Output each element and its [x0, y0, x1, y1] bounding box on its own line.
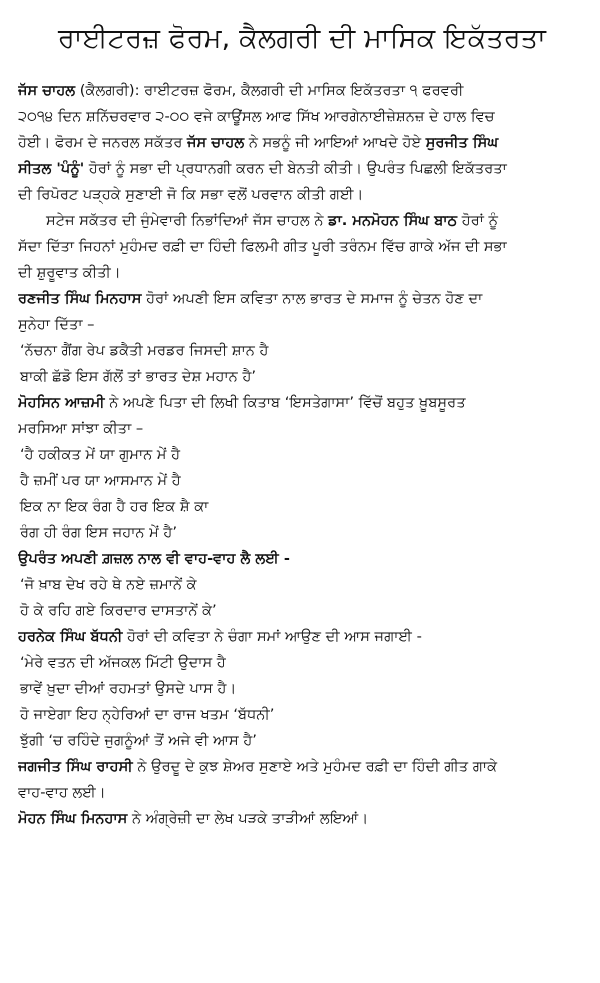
line-text: ਵਾਹ-ਵਾਹ ਲਈ। — [18, 784, 106, 801]
line-text: ਨੇ ਅਪਣੇ ਪਿਤਾ ਦੀ ਲਿਖੀ ਕਿਤਾਬ ‘ਇਸਤੇਗਾਸਾ’ ਵਿੱਚੋਂ ਬਹੁਤ ਖ਼ੂਬਸੂਰਤ — [104, 394, 466, 411]
verse-line — [18, 598, 586, 624]
verse-line — [18, 650, 586, 676]
line-text: ਇਕ ਨਾ ਇਕ ਰੰਗ ਹੈ ਹਰ ਇਕ ਸ਼ੈ ਕਾ — [20, 498, 209, 515]
line-text: ਸੱਦਾ ਦਿੱਤਾ ਜਿਹਨਾਂ ਮੁਹੰਮਦ ਰਫ਼ੀ ਦਾ ਹਿੰਦੀ ਫਿਲਮੀ ਗੀਤ ਪੂਰੀ ਤਰੰਨਮ ਵਿੱਚ ਗਾਕੇ ਅੱਜ ਦੀ ਸਭਾ — [18, 238, 507, 255]
text-line — [18, 104, 586, 130]
verse-line — [18, 702, 586, 728]
bold-name: ਸੀਤਲ 'ਪੰਨੂੰ' — [18, 160, 85, 177]
line-text: (ਕੈਲਗਰੀ): ਰਾਈਟਰਜ਼ ਫੋਰਮ, ਕੈਲਗਰੀ ਦੀ ਮਾਸਿਕ ਇਕੱਤਰਤਾ ੧ ਫਰਵਰੀ — [75, 82, 464, 99]
verse-line — [18, 468, 586, 494]
line-text: ਬਾਕੀ ਛੱਡੋ ਇਸ ਗੱਲੋਂ ਤਾਂ ਭਾਰਤ ਦੇਸ਼ ਮਹਾਨ ਹੈ’ — [20, 368, 257, 385]
bold-name: ਹਰਨੇਕ ਸਿੰਘ ਬੱਧਨੀ — [18, 628, 123, 645]
verse-line — [18, 728, 586, 754]
line-text: ਹੋਰਾਂ ਅਪਣੀ ਇਸ ਕਵਿਤਾ ਨਾਲ ਭਾਰਤ ਦੇ ਸਮਾਜ ਨੂੰ ਚੇਤਨ ਹੋਣ ਦਾ — [141, 290, 483, 307]
line-text: ਨੇ ਸਭਨੂੰ ਜੀ ਆਇਆਂ ਆਖਦੇ ਹੋਏ — [244, 134, 426, 151]
text-line — [18, 130, 586, 156]
line-text: ਹੋ ਕੇ ਰਹਿ ਗਏ ਕਿਰਦਾਰ ਦਾਸਤਾਨੇਂ ਕੇ’ — [20, 602, 217, 619]
article-title: ਰਾਈਟਰਜ਼ ਫੋਰਮ, ਕੈਲਗਰੀ ਦੀ ਮਾਸਿਕ ਇਕੱਤਰਤਾ — [57, 23, 546, 54]
bold-name: ਜੱਸ ਚਾਹਲ — [18, 82, 76, 99]
line-text: ‘ਹੈ ਹਕੀਕਤ ਮੇਂ ਯਾ ਗੁਮਾਨ ਮੇਂ ਹੈ — [20, 446, 181, 463]
bold-name: ਸੁਰਜੀਤ ਸਿੰਘ — [425, 134, 499, 151]
line-text: ‘ਮੇਰੇ ਵਤਨ ਦੀ ਅੱਜਕਲ ਮਿੱਟੀ ਉਦਾਸ ਹੈ — [20, 654, 226, 671]
line-text: ਸੁਨੇਹਾ ਦਿੱਤਾ – — [18, 316, 95, 333]
text-line — [18, 312, 586, 338]
line-text: ਮਰਸਿਆ ਸਾਂਝਾ ਕੀਤਾ – — [18, 420, 144, 437]
text-line — [18, 234, 586, 260]
verse-line — [18, 494, 586, 520]
line-text: ੨੦੧੪ ਦਿਨ ਸ਼ਨਿੱਚਰਵਾਰ ੨-੦੦ ਵਜੇ ਕਾਊਂਸਲ ਆਫ ਸਿੱਖ ਆਰਗੇਨਾਈਜ਼ੇਸ਼ਨਜ਼ ਦੇ ਹਾਲ ਵਿਚ — [18, 108, 495, 125]
line-text: ਝੁੱਗੀ ‘ਚ ਰਹਿੰਦੇ ਜੁਗਨੂੰਆਂ ਤੋਂ ਅਜੇ ਵੀ ਆਸ ਹੈ’ — [20, 732, 257, 749]
verse-line — [18, 442, 586, 468]
bold-name: ਜਗਜੀਤ ਸਿੰਘ ਰਾਹਸੀ — [18, 758, 133, 775]
text-line — [18, 754, 586, 780]
line-text: ਦੀ ਰਿਪੋਰਟ ਪੜ੍ਹਕੇ ਸੁਣਾਈ ਜੋ ਕਿ ਸਭਾ ਵਲੋਂ ਪਰਵਾਨ ਕੀਤੀ ਗਈ। — [18, 186, 364, 203]
text-line — [18, 182, 586, 208]
bold-name: ਡਾ. ਮਨਮੋਹਨ ਸਿੰਘ ਬਾਠ — [328, 212, 458, 229]
text-line — [18, 286, 586, 312]
line-text: ਹੋਰਾਂ ਨੂੰ ਸਭਾ ਦੀ ਪ੍ਰਧਾਨਗੀ ਕਰਨ ਦੀ ਬੇਨਤੀ ਕੀਤੀ। ਉਪਰੰਤ ਪਿਛਲੀ ਇਕੱਤਰਤਾ — [84, 160, 507, 177]
line-text: ਹੋ ਜਾਏਗਾ ਇਹ ਨ੍ਹੇਰਿਆਂ ਦਾ ਰਾਜ ਖਤਮ ‘ਬੱਧਨੀ’ — [20, 706, 275, 723]
text-line — [18, 390, 586, 416]
text-line — [18, 78, 586, 104]
line-text: ਹੋਰਾਂ ਦੀ ਕਵਿਤਾ ਨੇ ਚੰਗਾ ਸਮਾਂ ਆਉਣ ਦੀ ਆਸ ਜਗਾਈ - — [122, 628, 422, 645]
line-text: ‘ਨੱਚਨਾ ਗੈਂਗ ਰੇਪ ਡਕੈਤੀ ਮਰਡਰ ਜਿਸਦੀ ਸ਼ਾਨ ਹੈ — [20, 342, 269, 359]
line-text: ਨੇ ਉਰਦੂ ਦੇ ਕੁਝ ਸ਼ੇਅਰ ਸੁਣਾਏ ਅਤੇ ਮੁਹੰਮਦ ਰਫ਼ੀ ਦਾ ਹਿੰਦੀ ਗੀਤ ਗਾਕੇ — [132, 758, 498, 775]
text-line — [18, 156, 586, 182]
text-line — [18, 780, 586, 806]
text-line — [18, 624, 586, 650]
verse-line — [18, 520, 586, 546]
line-text: ਰੰਗ ਹੀ ਰੰਗ ਇਸ ਜਹਾਨ ਮੇਂ ਹੈ’ — [20, 524, 177, 541]
verse-line — [18, 338, 586, 364]
bold-name: ਮੋਹਨ ਸਿੰਘ ਮਿਨਹਾਸ — [18, 810, 128, 827]
verse-line — [18, 676, 586, 702]
line-text: ਭਾਵੇਂ ਖ਼ੁਦਾ ਦੀਆਂ ਰਹਮਤਾਂ ਉਸਦੇ ਪਾਸ ਹੈ। — [20, 680, 237, 697]
bold-name: ਰਣਜੀਤ ਸਿੰਘ ਮਿਨਹਾਸ — [18, 290, 142, 307]
text-line — [18, 260, 586, 286]
text-line — [18, 416, 586, 442]
text-line — [18, 806, 586, 832]
line-text: ਹੋਈ। ਫੋਰਮ ਦੇ ਜਨਰਲ ਸਕੱਤਰ — [18, 134, 188, 151]
line-text: ਹੋਰਾਂ ਨੂੰ — [457, 212, 499, 229]
verse-line — [18, 364, 586, 390]
line-text: ਸਟੇਜ ਸਕੱਤਰ ਦੀ ਜੁੰਮੇਵਾਰੀ ਨਿਭਾਂਦਿਆਂ ਜੱਸ ਚਾਹਲ ਨੇ — [46, 212, 329, 229]
text-line — [18, 208, 586, 234]
article-body — [18, 78, 586, 832]
text-line — [18, 546, 586, 572]
bold-name: ਮੋਹਸਿਨ ਆਜ਼ਮੀ — [18, 394, 105, 411]
line-text: ਨੇ ਅੰਗ੍ਰੇਜ਼ੀ ਦਾ ਲੇਖ ਪੜਕੇ ਤਾੜੀਆਂ ਲਇਆਂ। — [127, 810, 369, 827]
bold-name: ਜੱਸ ਚਾਹਲ — [187, 134, 245, 151]
line-text: ‘ਜੋ ਖ਼ਾਬ ਦੇਖ ਰਹੇ ਥੇ ਨਏ ਜ਼ਮਾਨੇਂ ਕੇ — [20, 576, 197, 593]
bold-name: ਉਪਰੰਤ ਅਪਣੀ ਗ਼ਜ਼ਲ ਨਾਲ ਵੀ ਵਾਹ-ਵਾਹ ਲੈ ਲਈ - — [18, 550, 290, 567]
line-text: ਦੀ ਸ਼ੁਰੂਵਾਤ ਕੀਤੀ। — [18, 264, 121, 281]
line-text: ਹੈ ਜ਼ਮੀਂ ਪਰ ਯਾ ਆਸਮਾਨ ਮੇਂ ਹੈ — [20, 472, 181, 489]
verse-line — [18, 572, 586, 598]
